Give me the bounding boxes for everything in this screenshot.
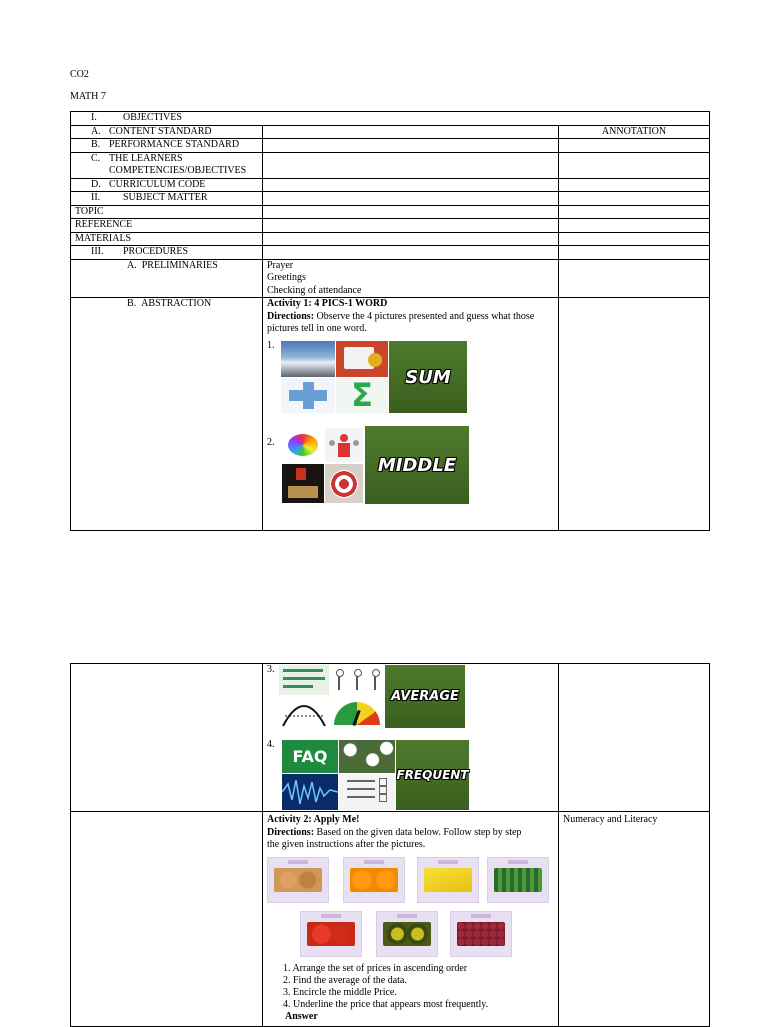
activity2-steps — [283, 963, 488, 1023]
fruit-card — [300, 911, 362, 957]
puzzle-number: 4. — [267, 739, 275, 750]
row-performance-standard: B. PERFORMANCE STANDARD — [71, 139, 263, 153]
row-topic: TOPIC — [71, 205, 263, 219]
preliminaries-list — [263, 259, 559, 298]
apple-image — [307, 922, 355, 946]
activity1-title: Activity 1: 4 PICS-1 WORD — [267, 298, 388, 309]
mountain-image — [281, 341, 335, 377]
annotation-header: ANNOTATION — [559, 125, 710, 139]
activity1-directions: Directions: Observe the 4 pictures presented and guess what those — [267, 310, 535, 322]
mango-image — [274, 868, 322, 892]
chess-image — [282, 464, 324, 503]
calculator-image — [336, 341, 388, 377]
row-materials: MATERIALS — [71, 232, 263, 246]
puzzle-number: 3. — [267, 664, 275, 675]
people-image — [325, 428, 363, 462]
step-item: 3. Encircle the middle Price. — [283, 987, 397, 998]
fruit-card — [376, 911, 438, 957]
sigma-icon: Σ — [336, 378, 388, 413]
figures-image — [330, 665, 384, 695]
step-item: 2. Find the average of the data. — [283, 975, 407, 986]
prelim-item: Prayer — [267, 259, 294, 271]
activity2-directions: Directions: Based on the given data below. Follow step by step — [267, 826, 522, 838]
row-objectives: I. OBJECTIVES — [71, 112, 710, 126]
target-image — [325, 464, 363, 503]
color-fan-image — [282, 428, 324, 462]
plus-icon — [281, 378, 335, 413]
checklist-image — [339, 774, 395, 810]
row-competencies: C. THE LEARNERS COMPETENCIES/OBJECTIVES — [71, 152, 263, 178]
bell-curve-image — [279, 696, 329, 728]
fruit-card — [267, 857, 329, 903]
bell-curve-icon — [279, 696, 329, 728]
grapes-image — [457, 922, 505, 946]
wave-image — [282, 774, 338, 810]
activity2-cell: Activity 2: Apply Me! Directions: Based on the given data below. Follow step by step the given instructions after the pictures. — [263, 812, 559, 1027]
activity2-title: Activity 2: Apply Me! — [267, 814, 360, 825]
row-curriculum-code: D. CURRICULUM CODE — [71, 178, 263, 192]
fruit-card — [450, 911, 512, 957]
row-abstraction: B. ABSTRACTION — [71, 298, 263, 531]
puzzle-answer-word: MIDDLE — [365, 426, 469, 504]
annotation-numeracy: Numeracy and Literacy — [559, 812, 710, 1027]
watermelon-image — [494, 868, 542, 892]
wave-icon — [282, 774, 338, 810]
puzzle-number: 1. — [267, 340, 275, 351]
row-procedures: III. PROCEDURES — [71, 246, 263, 260]
puzzle-answer-word: AVERAGE — [385, 665, 465, 728]
activity1-cell: Activity 1: 4 PICS-1 WORD Directions: Observe the 4 pictures presented and guess what those pictures tell in one word. — [263, 298, 559, 531]
fruit-card — [487, 857, 549, 903]
step-item: 1. Arrange the set of prices in ascending order — [283, 963, 468, 974]
prelim-item: Checking of attendance — [267, 284, 362, 296]
orange-image — [350, 868, 398, 892]
document-code: CO2 — [70, 69, 89, 80]
avocado-image — [383, 922, 431, 946]
daisies-image — [339, 740, 395, 773]
row-content-standard: A. CONTENT STANDARD — [71, 125, 263, 139]
faq-image: FAQ — [282, 740, 338, 773]
row-reference: REFERENCE — [71, 219, 263, 233]
row-subject-matter: II. SUBJECT MATTER — [71, 192, 263, 206]
puzzle-answer-word: SUM — [389, 341, 467, 413]
numbers-image — [279, 665, 329, 695]
prelim-item: Greetings — [267, 272, 306, 283]
puzzle-answer-word: FREQUENT — [396, 740, 469, 810]
fruit-card — [417, 857, 479, 903]
document-subject: MATH 7 — [70, 91, 106, 102]
step-item: 4. Underline the price that appears most frequently. — [283, 999, 489, 1010]
banana-image — [424, 868, 472, 892]
answer-label: Answer — [285, 1011, 318, 1022]
gauge-image — [330, 696, 384, 728]
fruit-card — [343, 857, 405, 903]
puzzle-number: 2. — [267, 437, 275, 448]
row-preliminaries: A. PRELIMINARIES — [71, 259, 263, 298]
